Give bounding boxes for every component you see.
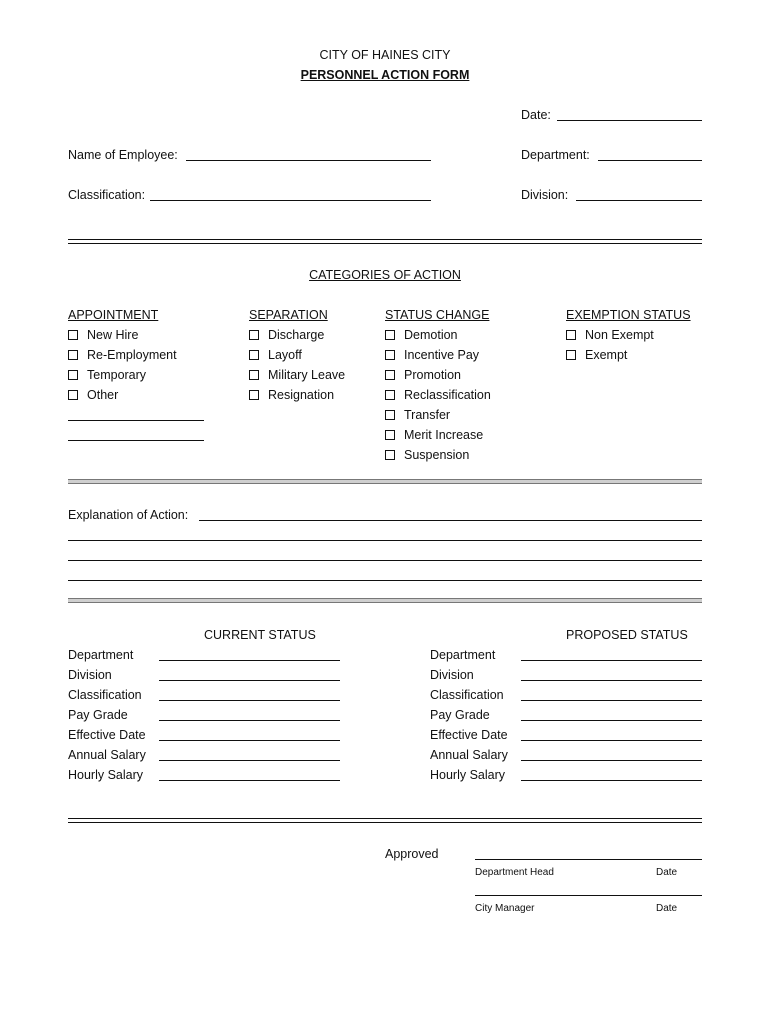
checkbox-icon — [249, 370, 259, 380]
proposed-status-field-line[interactable] — [521, 760, 702, 761]
org-name: CITY OF HAINES CITY — [319, 48, 451, 62]
section-divider — [68, 818, 702, 823]
checkbox-discharge[interactable]: Discharge — [249, 328, 324, 342]
checkbox-reclassification[interactable]: Reclassification — [385, 388, 491, 402]
checkbox-demotion[interactable]: Demotion — [385, 328, 458, 342]
current-status-field-label: Annual Salary — [68, 748, 146, 762]
checkbox-exempt[interactable]: Exempt — [566, 348, 627, 362]
checkbox-new-hire[interactable]: New Hire — [68, 328, 138, 342]
current-status-field-label: Hourly Salary — [68, 768, 144, 782]
checkbox-icon — [68, 330, 78, 340]
city-manager-label: City Manager — [475, 903, 535, 914]
proposed-status-field-label: Department — [430, 648, 496, 662]
explanation-label: Explanation of Action: — [68, 508, 189, 522]
explanation-line-1[interactable] — [199, 520, 702, 521]
division-label: Division: — [521, 188, 569, 202]
proposed-status-field-line[interactable] — [521, 720, 702, 721]
checkbox-icon — [385, 390, 395, 400]
proposed-status-field-line[interactable] — [521, 740, 702, 741]
checkbox-icon — [385, 450, 395, 460]
proposed-status-field-line[interactable] — [521, 700, 702, 701]
separation-heading: SEPARATION — [249, 308, 328, 322]
checkbox-icon — [249, 330, 259, 340]
division-field[interactable] — [576, 200, 702, 201]
city-manager-signature-line[interactable] — [475, 895, 702, 896]
classification-label: Classification: — [68, 188, 146, 202]
current-status-field-line[interactable] — [159, 700, 340, 701]
checkbox-transfer[interactable]: Transfer — [385, 408, 450, 422]
checkbox-military-leave[interactable]: Military Leave — [249, 368, 345, 382]
proposed-status-field-label: Annual Salary — [430, 748, 508, 762]
date-field[interactable] — [557, 120, 702, 121]
department-head-label: Department Head — [475, 867, 554, 878]
checkbox-icon — [68, 390, 78, 400]
proposed-status-field-label: Hourly Salary — [430, 768, 506, 782]
proposed-status-field-line[interactable] — [521, 680, 702, 681]
appointment-heading: APPOINTMENT — [68, 308, 159, 322]
date-label-1: Date — [656, 867, 678, 878]
department-label: Department: — [521, 148, 590, 162]
proposed-status-field-label: Pay Grade — [430, 708, 490, 722]
proposed-status-field-label: Classification — [430, 688, 504, 702]
exemption-status-heading: EXEMPTION STATUS — [566, 308, 691, 322]
checkbox-icon — [385, 410, 395, 420]
categories-title: CATEGORIES OF ACTION — [309, 268, 461, 282]
other-blank-2[interactable] — [68, 440, 204, 441]
department-head-signature-line[interactable] — [475, 859, 702, 860]
proposed-status-heading: PROPOSED STATUS — [566, 628, 688, 642]
department-field[interactable] — [598, 160, 702, 161]
current-status-field-label: Effective Date — [68, 728, 146, 742]
status-change-heading: STATUS CHANGE — [385, 308, 490, 322]
current-status-field-label: Department — [68, 648, 134, 662]
explanation-line-3[interactable] — [68, 560, 702, 561]
checkbox-merit-increase[interactable]: Merit Increase — [385, 428, 483, 442]
date-label-2: Date — [656, 903, 678, 914]
explanation-line-4[interactable] — [68, 580, 702, 581]
checkbox-incentive-pay[interactable]: Incentive Pay — [385, 348, 479, 362]
name-of-employee-label: Name of Employee: — [68, 148, 178, 162]
checkbox-icon — [385, 370, 395, 380]
form-title: PERSONNEL ACTION FORM — [300, 68, 470, 82]
date-label: Date: — [521, 108, 551, 122]
checkbox-non-exempt[interactable]: Non Exempt — [566, 328, 654, 342]
current-status-field-line[interactable] — [159, 740, 340, 741]
current-status-field-line[interactable] — [159, 760, 340, 761]
section-divider — [68, 598, 702, 603]
checkbox-icon — [385, 350, 395, 360]
checkbox-temporary[interactable]: Temporary — [68, 368, 146, 382]
current-status-field-line[interactable] — [159, 720, 340, 721]
other-blank-1[interactable] — [68, 420, 204, 421]
approved-label: Approved — [385, 847, 439, 861]
classification-field[interactable] — [150, 200, 431, 201]
checkbox-icon — [249, 350, 259, 360]
checkbox-icon — [68, 350, 78, 360]
checkbox-icon — [566, 330, 576, 340]
checkbox-re-employment[interactable]: Re-Employment — [68, 348, 177, 362]
explanation-line-2[interactable] — [68, 540, 702, 541]
section-divider — [68, 239, 702, 244]
checkbox-resignation[interactable]: Resignation — [249, 388, 334, 402]
checkbox-icon — [249, 390, 259, 400]
current-status-field-label: Division — [68, 668, 112, 682]
checkbox-layoff[interactable]: Layoff — [249, 348, 302, 362]
checkbox-icon — [68, 370, 78, 380]
name-of-employee-field[interactable] — [186, 160, 431, 161]
proposed-status-field-label: Division — [430, 668, 474, 682]
proposed-status-field-line[interactable] — [521, 660, 702, 661]
current-status-field-label: Classification — [68, 688, 142, 702]
checkbox-other[interactable]: Other — [68, 388, 118, 402]
current-status-heading: CURRENT STATUS — [204, 628, 316, 642]
proposed-status-field-line[interactable] — [521, 780, 702, 781]
proposed-status-field-label: Effective Date — [430, 728, 508, 742]
current-status-field-line[interactable] — [159, 780, 340, 781]
current-status-field-line[interactable] — [159, 680, 340, 681]
section-divider — [68, 479, 702, 484]
checkbox-promotion[interactable]: Promotion — [385, 368, 461, 382]
current-status-field-line[interactable] — [159, 660, 340, 661]
checkbox-icon — [385, 430, 395, 440]
checkbox-suspension[interactable]: Suspension — [385, 448, 469, 462]
checkbox-icon — [566, 350, 576, 360]
checkbox-icon — [385, 330, 395, 340]
current-status-field-label: Pay Grade — [68, 708, 128, 722]
